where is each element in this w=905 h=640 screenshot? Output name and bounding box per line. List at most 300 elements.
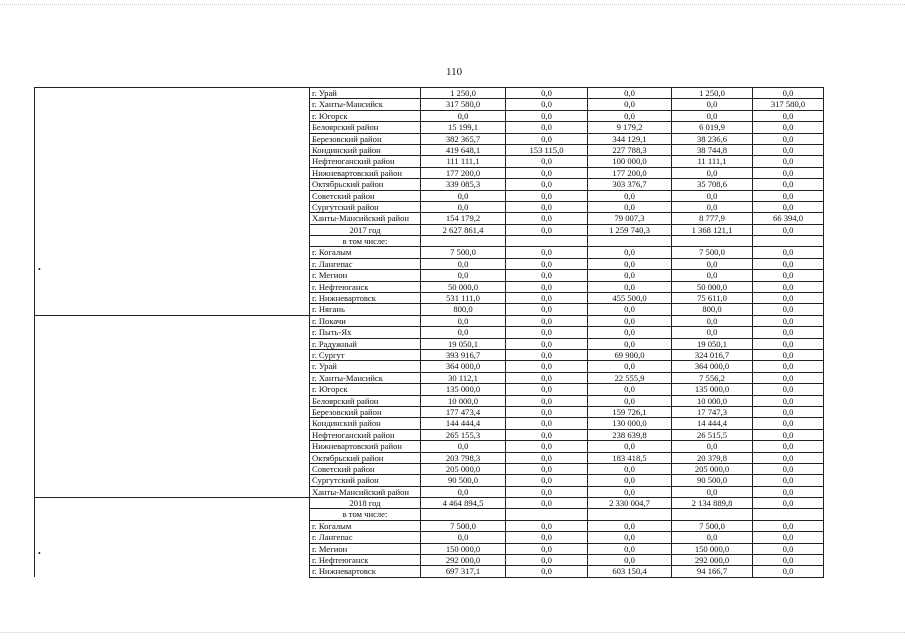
row-value-cell: 0,0: [753, 315, 824, 326]
row-blank-cell: [35, 88, 310, 99]
row-value-cell: 0,0: [753, 498, 824, 509]
row-value-cell: 0,0: [421, 110, 506, 121]
row-blank-cell: [35, 190, 310, 201]
table-row: [35, 498, 824, 509]
row-value-cell: 0,0: [588, 543, 672, 554]
row-value-cell: 0,0: [588, 532, 672, 543]
row-value-cell: 177 473,4: [421, 406, 506, 417]
row-blank-cell: [35, 236, 310, 247]
table-row: [35, 156, 824, 167]
row-value-cell: 0,0: [588, 281, 672, 292]
row-blank-cell: [35, 122, 310, 133]
table-row: [35, 520, 824, 531]
row-value-cell: 339 085,3: [421, 179, 506, 190]
row-value-cell: 265 155,3: [421, 429, 506, 440]
row-blank-cell: [35, 258, 310, 269]
table-row: [35, 441, 824, 452]
row-name-cell: г. Ханты-Мансийск: [310, 99, 421, 110]
row-blank-cell: [35, 99, 310, 110]
row-value-cell: 292 000,0: [421, 555, 506, 566]
row-value-cell: 6 019,9: [672, 122, 753, 133]
row-blank-cell: [35, 110, 310, 121]
row-blank-cell: [35, 372, 310, 383]
row-value-cell: 0,0: [421, 327, 506, 338]
row-name-cell: Советский район: [310, 190, 421, 201]
row-value-cell: 0,0: [588, 270, 672, 281]
row-blank-cell: [35, 452, 310, 463]
row-value-cell: 35 708,6: [672, 179, 753, 190]
row-name-cell: г. Покачи: [310, 315, 421, 326]
table-row: [35, 167, 824, 178]
row-value-cell: 0,0: [753, 361, 824, 372]
row-name-cell: Ханты-Мансийский район: [310, 486, 421, 497]
row-blank-cell: [35, 327, 310, 338]
row-blank-cell: [35, 293, 310, 304]
row-value-cell: 0,0: [506, 429, 588, 440]
row-value-cell: 303 376,7: [588, 179, 672, 190]
table-row: [35, 338, 824, 349]
table-row: [35, 555, 824, 566]
row-value-cell: 0,0: [421, 201, 506, 212]
bullet-mark: •: [38, 549, 41, 558]
row-value-cell: 177 200,0: [421, 167, 506, 178]
row-value-cell: 17 747,3: [672, 406, 753, 417]
row-value-cell: [672, 509, 753, 520]
row-blank-cell: [35, 338, 310, 349]
row-value-cell: 0,0: [421, 532, 506, 543]
row-value-cell: 0,0: [506, 349, 588, 360]
budget-table-body: [35, 88, 824, 578]
row-value-cell: 0,0: [672, 532, 753, 543]
row-blank-cell: [35, 555, 310, 566]
row-value-cell: 531 111,0: [421, 293, 506, 304]
row-value-cell: 0,0: [506, 258, 588, 269]
row-blank-cell: [35, 281, 310, 292]
row-value-cell: 0,0: [753, 110, 824, 121]
row-value-cell: [588, 236, 672, 247]
row-value-cell: 0,0: [506, 88, 588, 99]
table-row: [35, 133, 824, 144]
row-value-cell: 0,0: [672, 258, 753, 269]
row-blank-cell: [35, 179, 310, 190]
row-value-cell: 0,0: [753, 441, 824, 452]
row-name-cell: г. Нефтеюганск: [310, 555, 421, 566]
row-value-cell: 177 200,0: [588, 167, 672, 178]
row-name-cell: г. Югорск: [310, 110, 421, 121]
row-value-cell: 66 394,0: [753, 213, 824, 224]
row-value-cell: 0,0: [506, 372, 588, 383]
scan-edge-top: [0, 4, 905, 6]
row-value-cell: 26 515,5: [672, 429, 753, 440]
row-value-cell: [506, 509, 588, 520]
row-value-cell: 30 112,1: [421, 372, 506, 383]
row-value-cell: 90 500,0: [421, 475, 506, 486]
row-value-cell: 0,0: [588, 201, 672, 212]
row-value-cell: 0,0: [421, 486, 506, 497]
row-value-cell: 159 726,1: [588, 406, 672, 417]
table-row: [35, 190, 824, 201]
row-blank-cell: [35, 167, 310, 178]
row-value-cell: 0,0: [506, 498, 588, 509]
row-value-cell: 1 259 740,3: [588, 224, 672, 235]
row-name-cell: г. Нягань: [310, 304, 421, 315]
row-value-cell: 0,0: [506, 304, 588, 315]
table-row: [35, 247, 824, 258]
row-value-cell: 0,0: [506, 167, 588, 178]
row-value-cell: 0,0: [588, 304, 672, 315]
table-row: [35, 384, 824, 395]
row-value-cell: 0,0: [588, 486, 672, 497]
row-value-cell: 183 418,5: [588, 452, 672, 463]
row-value-cell: 0,0: [753, 452, 824, 463]
row-value-cell: 0,0: [506, 99, 588, 110]
row-value-cell: 0,0: [421, 441, 506, 452]
row-blank-cell: [35, 566, 310, 577]
row-value-cell: 0,0: [672, 190, 753, 201]
row-value-cell: 38 236,6: [672, 133, 753, 144]
row-blank-cell: [35, 247, 310, 258]
row-value-cell: 50 000,0: [672, 281, 753, 292]
table-row: [35, 543, 824, 554]
row-value-cell: 292 000,0: [672, 555, 753, 566]
row-value-cell: 38 744,8: [672, 144, 753, 155]
row-blank-cell: [35, 201, 310, 212]
row-value-cell: 0,0: [506, 418, 588, 429]
table-row: [35, 463, 824, 474]
table-row: [35, 429, 824, 440]
row-value-cell: 0,0: [753, 349, 824, 360]
table-row: [35, 213, 824, 224]
row-value-cell: [588, 509, 672, 520]
table-row: [35, 566, 824, 577]
row-value-cell: 0,0: [672, 167, 753, 178]
table-row: [35, 281, 824, 292]
row-name-cell: в том числе:: [310, 509, 421, 520]
row-value-cell: 2 134 889,8: [672, 498, 753, 509]
row-value-cell: 50 000,0: [421, 281, 506, 292]
row-name-cell: г. Лангепас: [310, 532, 421, 543]
row-value-cell: 0,0: [753, 532, 824, 543]
row-value-cell: 0,0: [506, 247, 588, 258]
row-value-cell: 0,0: [506, 406, 588, 417]
row-value-cell: 0,0: [753, 281, 824, 292]
row-name-cell: г. Урай: [310, 361, 421, 372]
row-value-cell: 0,0: [506, 315, 588, 326]
row-value-cell: 364 000,0: [672, 361, 753, 372]
row-value-cell: 0,0: [753, 122, 824, 133]
row-value-cell: 20 379,8: [672, 452, 753, 463]
row-value-cell: 205 000,0: [672, 463, 753, 474]
row-value-cell: 135 000,0: [421, 384, 506, 395]
row-value-cell: 15 199,1: [421, 122, 506, 133]
row-name-cell: г. Нижневартовск: [310, 566, 421, 577]
row-value-cell: 1 368 121,1: [672, 224, 753, 235]
row-value-cell: 4 464 894,5: [421, 498, 506, 509]
row-value-cell: 0,0: [506, 224, 588, 235]
row-value-cell: 205 000,0: [421, 463, 506, 474]
row-value-cell: 697 317,1: [421, 566, 506, 577]
row-name-cell: Советский район: [310, 463, 421, 474]
row-name-cell: г. Мегион: [310, 270, 421, 281]
row-value-cell: 0,0: [753, 338, 824, 349]
row-value-cell: 0,0: [506, 566, 588, 577]
row-value-cell: 0,0: [753, 555, 824, 566]
row-value-cell: 9 179,2: [588, 122, 672, 133]
row-value-cell: 317 580,0: [421, 99, 506, 110]
table-row: [35, 418, 824, 429]
row-value-cell: 7 500,0: [421, 520, 506, 531]
table-row: [35, 475, 824, 486]
row-value-cell: 7 500,0: [672, 520, 753, 531]
row-blank-cell: [35, 270, 310, 281]
budget-table: [34, 87, 824, 578]
row-value-cell: 0,0: [672, 110, 753, 121]
row-value-cell: 0,0: [506, 475, 588, 486]
row-value-cell: 0,0: [753, 201, 824, 212]
row-blank-cell: [35, 304, 310, 315]
row-value-cell: 0,0: [506, 532, 588, 543]
scan-edge-bottom: [0, 632, 905, 634]
row-value-cell: 800,0: [672, 304, 753, 315]
row-value-cell: 69 900,0: [588, 349, 672, 360]
row-name-cell: Октябрьский район: [310, 179, 421, 190]
row-value-cell: 90 500,0: [672, 475, 753, 486]
row-value-cell: 100 000,0: [588, 156, 672, 167]
row-value-cell: 19 050,1: [672, 338, 753, 349]
row-value-cell: 153 115,0: [506, 144, 588, 155]
row-name-cell: г. Ханты-Мансийск: [310, 372, 421, 383]
row-value-cell: [672, 236, 753, 247]
row-blank-cell: [35, 224, 310, 235]
row-blank-cell: [35, 418, 310, 429]
row-name-cell: г. Лангепас: [310, 258, 421, 269]
table-row: [35, 349, 824, 360]
row-value-cell: 0,0: [506, 520, 588, 531]
row-value-cell: 0,0: [672, 327, 753, 338]
row-value-cell: 79 007,3: [588, 213, 672, 224]
row-value-cell: 0,0: [506, 361, 588, 372]
row-value-cell: 150 000,0: [421, 543, 506, 554]
row-value-cell: 19 050,1: [421, 338, 506, 349]
row-value-cell: 2 330 004,7: [588, 498, 672, 509]
row-value-cell: 344 129,1: [588, 133, 672, 144]
row-value-cell: 0,0: [753, 293, 824, 304]
row-value-cell: 0,0: [753, 475, 824, 486]
row-value-cell: 0,0: [753, 304, 824, 315]
row-value-cell: 0,0: [753, 133, 824, 144]
row-value-cell: 0,0: [588, 441, 672, 452]
row-blank-cell: [35, 349, 310, 360]
table-row: [35, 144, 824, 155]
row-value-cell: 0,0: [506, 543, 588, 554]
row-blank-cell: [35, 509, 310, 520]
row-value-cell: 0,0: [753, 486, 824, 497]
table-row: [35, 110, 824, 121]
row-name-cell: г. Когалым: [310, 520, 421, 531]
row-value-cell: 0,0: [753, 156, 824, 167]
row-name-cell: 2018 год: [310, 498, 421, 509]
row-blank-cell: [35, 498, 310, 509]
row-blank-cell: [35, 532, 310, 543]
row-name-cell: Кондинский район: [310, 418, 421, 429]
row-value-cell: 800,0: [421, 304, 506, 315]
row-value-cell: 0,0: [506, 190, 588, 201]
row-value-cell: 0,0: [672, 315, 753, 326]
row-value-cell: 130 000,0: [588, 418, 672, 429]
row-value-cell: 0,0: [588, 384, 672, 395]
row-value-cell: 1 250,0: [672, 88, 753, 99]
row-name-cell: Белоярский район: [310, 122, 421, 133]
row-name-cell: Нижневартовский район: [310, 167, 421, 178]
row-value-cell: 0,0: [672, 270, 753, 281]
row-blank-cell: [35, 486, 310, 497]
row-value-cell: 0,0: [506, 213, 588, 224]
row-value-cell: 0,0: [588, 110, 672, 121]
row-value-cell: 0,0: [506, 122, 588, 133]
row-blank-cell: [35, 543, 310, 554]
row-name-cell: г. Урай: [310, 88, 421, 99]
row-value-cell: 94 166,7: [672, 566, 753, 577]
row-value-cell: 2 627 861,4: [421, 224, 506, 235]
row-value-cell: 0,0: [506, 452, 588, 463]
table-row: [35, 236, 824, 247]
row-value-cell: 144 444,4: [421, 418, 506, 429]
row-value-cell: 0,0: [506, 327, 588, 338]
table-row: [35, 258, 824, 269]
row-value-cell: 0,0: [506, 293, 588, 304]
table-row: [35, 293, 824, 304]
row-value-cell: 0,0: [506, 201, 588, 212]
row-value-cell: 0,0: [588, 475, 672, 486]
row-blank-cell: [35, 463, 310, 474]
row-value-cell: 0,0: [506, 179, 588, 190]
row-value-cell: 111 111,1: [421, 156, 506, 167]
row-name-cell: Белоярский район: [310, 395, 421, 406]
row-value-cell: [421, 236, 506, 247]
row-value-cell: 0,0: [753, 190, 824, 201]
row-value-cell: 0,0: [753, 418, 824, 429]
row-blank-cell: [35, 133, 310, 144]
row-value-cell: 0,0: [753, 258, 824, 269]
row-name-cell: г. Нижневартовск: [310, 293, 421, 304]
table-row: [35, 224, 824, 235]
row-value-cell: 1 250,0: [421, 88, 506, 99]
row-value-cell: 0,0: [672, 99, 753, 110]
row-value-cell: 0,0: [588, 99, 672, 110]
table-row: [35, 486, 824, 497]
row-value-cell: 0,0: [588, 463, 672, 474]
table-row: [35, 532, 824, 543]
row-value-cell: 227 788,3: [588, 144, 672, 155]
row-value-cell: 0,0: [506, 110, 588, 121]
row-value-cell: 0,0: [421, 258, 506, 269]
row-name-cell: г. Радужный: [310, 338, 421, 349]
row-name-cell: Нефтеюганский район: [310, 429, 421, 440]
row-value-cell: 0,0: [753, 566, 824, 577]
row-name-cell: Сургутский район: [310, 475, 421, 486]
row-value-cell: 22 555,9: [588, 372, 672, 383]
row-value-cell: 11 111,1: [672, 156, 753, 167]
row-value-cell: 0,0: [588, 327, 672, 338]
table-row: [35, 395, 824, 406]
row-value-cell: 0,0: [753, 372, 824, 383]
row-value-cell: 0,0: [753, 463, 824, 474]
table-row: [35, 88, 824, 99]
row-value-cell: 455 500,0: [588, 293, 672, 304]
row-value-cell: 238 639,8: [588, 429, 672, 440]
row-name-cell: г. Мегион: [310, 543, 421, 554]
row-value-cell: 75 611,0: [672, 293, 753, 304]
row-blank-cell: [35, 441, 310, 452]
row-value-cell: 0,0: [753, 384, 824, 395]
row-value-cell: 0,0: [672, 201, 753, 212]
row-value-cell: 14 444,4: [672, 418, 753, 429]
row-value-cell: 364 000,0: [421, 361, 506, 372]
row-value-cell: 0,0: [506, 281, 588, 292]
table-row: [35, 372, 824, 383]
row-value-cell: 0,0: [506, 156, 588, 167]
row-value-cell: 10 000,0: [672, 395, 753, 406]
row-value-cell: 0,0: [421, 190, 506, 201]
row-value-cell: 0,0: [588, 338, 672, 349]
bullet-mark: •: [38, 265, 41, 274]
row-value-cell: 0,0: [588, 88, 672, 99]
row-value-cell: 0,0: [588, 247, 672, 258]
row-blank-cell: [35, 520, 310, 531]
row-name-cell: г. Сургут: [310, 349, 421, 360]
row-value-cell: 0,0: [506, 486, 588, 497]
row-value-cell: 0,0: [506, 395, 588, 406]
row-value-cell: 0,0: [421, 315, 506, 326]
row-value-cell: 0,0: [588, 258, 672, 269]
row-value-cell: [753, 236, 824, 247]
row-value-cell: 0,0: [588, 520, 672, 531]
row-value-cell: 0,0: [506, 463, 588, 474]
row-value-cell: 603 150,4: [588, 566, 672, 577]
row-name-cell: Березовский район: [310, 133, 421, 144]
row-value-cell: 0,0: [588, 555, 672, 566]
row-name-cell: Нижневартовский район: [310, 441, 421, 452]
row-value-cell: [753, 509, 824, 520]
row-value-cell: 0,0: [753, 406, 824, 417]
row-value-cell: 0,0: [588, 315, 672, 326]
row-blank-cell: [35, 156, 310, 167]
row-value-cell: 0,0: [672, 441, 753, 452]
row-value-cell: 135 000,0: [672, 384, 753, 395]
row-value-cell: 0,0: [753, 520, 824, 531]
row-value-cell: 0,0: [506, 270, 588, 281]
row-value-cell: 0,0: [753, 543, 824, 554]
table-row: [35, 270, 824, 281]
row-blank-cell: [35, 361, 310, 372]
row-value-cell: 0,0: [506, 338, 588, 349]
row-value-cell: 7 500,0: [672, 247, 753, 258]
row-value-cell: 0,0: [753, 247, 824, 258]
row-value-cell: 393 916,7: [421, 349, 506, 360]
table-row: [35, 122, 824, 133]
row-blank-cell: [35, 395, 310, 406]
row-value-cell: 0,0: [506, 441, 588, 452]
row-value-cell: 7 500,0: [421, 247, 506, 258]
row-name-cell: г. Нефтеюганск: [310, 281, 421, 292]
row-blank-cell: [35, 384, 310, 395]
row-value-cell: 324 016,7: [672, 349, 753, 360]
row-name-cell: г. Югорск: [310, 384, 421, 395]
row-value-cell: 0,0: [506, 555, 588, 566]
table-row: [35, 361, 824, 372]
row-name-cell: г. Когалым: [310, 247, 421, 258]
row-name-cell: Ханты-Мансийский район: [310, 213, 421, 224]
